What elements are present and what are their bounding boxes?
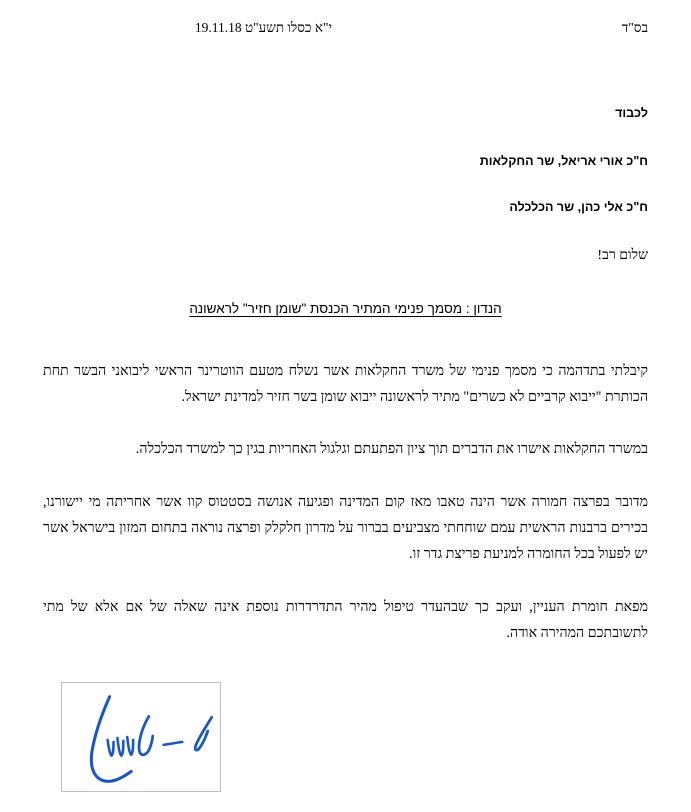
recipient-minister-agriculture: ח"כ אורי אריאל, שר החקלאות	[479, 154, 648, 168]
body-paragraph: במשרד החקלאות אישרו את הדברים תוך ציון הפתעתם וגלגול האחריות בגין כך למשרד הכלכלה.	[135, 441, 648, 457]
body-paragraph: מפאת חומרת העניין, ועקב כך שבהעדר טיפול מהיר התדרדרות נוספת אינה שאלה של אם אלא של מתי לתשובתכם המהירה אודה.	[43, 599, 648, 641]
letter-header	[43, 18, 648, 40]
recipient-minister-economy: ח"כ אלי כהן, שר הכלכלה	[509, 200, 648, 214]
subject-row	[43, 300, 648, 318]
bsd-marker: בס"ד	[621, 20, 648, 35]
body-paragraph: מדובר בפרצה חמורה אשר הינה טאבו מאז קום המדינה ופגיעה אנושה בסטטוס קוו אשר אחריתה מי יישורנו, בכירים ברבנות הראשית עמם שוחחתי מצביעים בברור על מדרון חלקלק ופרצה נוראה בתחום המזון בישראל אשר יש לפעול בכל החומרה למניעת פריצת גדר זו.	[43, 494, 648, 562]
addressee-block	[43, 105, 648, 215]
signature-box	[61, 682, 221, 792]
salutation-label: לכבוד	[615, 106, 648, 120]
signature-icon	[62, 683, 220, 791]
subject-line: הנדון : מסמך פנימי המתיר הכנסת "שומן חזיר" לראשונה	[189, 301, 502, 316]
letter-date: י"א כסלו תשע"ט 19.11.18	[194, 20, 332, 35]
letter-body	[43, 358, 648, 646]
body-paragraph: קיבלתי בתדהמה כי מסמך פנימי של משרד החקלאות אשר נשלח מטעם הווטרינר הראשי ליבואני הבשר תחת הכותרת "ייבוא קרביים לא כשרים" מתיר לראשונה ייבוא שומן בשר חזיר למדינת ישראל.	[43, 363, 648, 405]
greeting-line: שלום רב!	[597, 248, 648, 263]
